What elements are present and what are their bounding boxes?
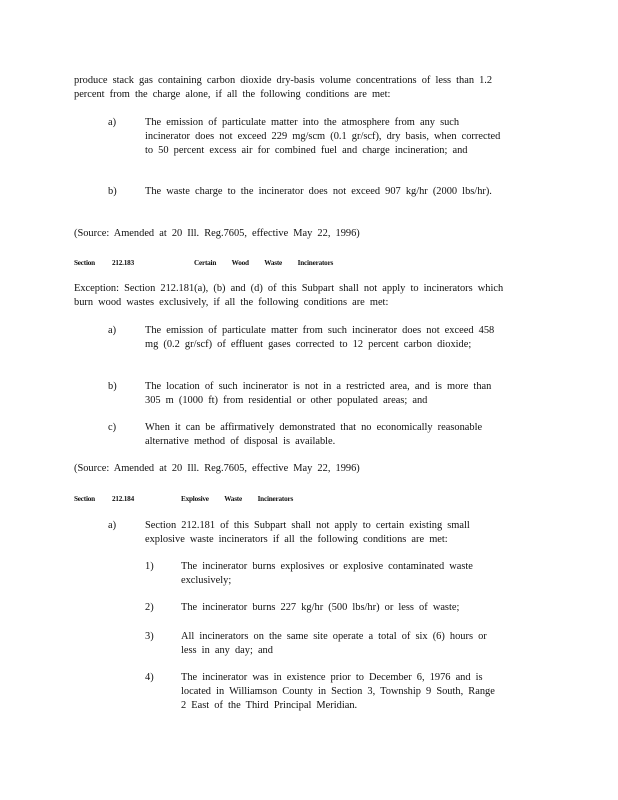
wood-item-b-text: The location of such incinerator is not in a restricted area, and is more than 305 m (1000 ft) from residential or other populated areas; and <box>145 381 492 406</box>
explosive-item-a-text: Section 212.181 of this Subpart shall not apply to certain existing small explosive waste incinerators if all the following conditions are met: <box>145 520 470 545</box>
section-word: Section <box>74 495 95 503</box>
wood-item-c-label: c) <box>108 422 117 433</box>
subitem-2-text: The incinerator burns 227 kg/hr (500 lbs/hr) or less of waste; <box>181 602 460 613</box>
wood-item-a-label: a) <box>108 325 117 336</box>
subitem-1-text: The incinerator burns explosives or explosive contaminated waste exclusively; <box>181 561 473 586</box>
subitem-4-label: 4) <box>145 672 154 683</box>
wood-item-b-label: b) <box>108 381 117 392</box>
intro-item-b-label: b) <box>108 186 117 197</box>
subitem-4-text: The incinerator was in existence prior to December 6, 1976 and is located in Williamson County in Section 3, Township 9 South, Range 2 East of the Third Principal Meridian. <box>181 672 495 711</box>
section-title: Certain Wood Waste Incinerators <box>194 259 334 267</box>
subitem-1-label: 1) <box>145 561 154 572</box>
intro-item-a-text: The emission of particulate matter into the atmosphere from any such incinerator does not exceed 229 mg/scm (0.1 gr/scf), dry basis, when corrected to 50 percent excess air for combined fuel and charge incineration; and <box>145 117 501 156</box>
wood-item-a-text: The emission of particulate matter from such incinerator does not exceed 458 mg (0.2 gr/scf) of effluent gases corrected to 12 percent carbon dioxide; <box>145 325 495 350</box>
source-note-1: (Source: Amended at 20 Ill. Reg.7605, effective May 22, 1996) <box>74 228 360 239</box>
section-number: 212.184 <box>112 495 134 503</box>
explosive-item-a-label: a) <box>108 520 117 531</box>
intro-item-b-text: The waste charge to the incinerator does not exceed 907 kg/hr (2000 lbs/hr). <box>145 186 492 197</box>
wood-item-c-text: When it can be affirmatively demonstrated that no economically reasonable alternative method of disposal is available. <box>145 422 483 447</box>
section-number: 212.183 <box>112 259 134 267</box>
intro-item-a-label: a) <box>108 117 117 128</box>
section-word: Section <box>74 259 95 267</box>
section-title: Explosive Waste Incinerators <box>181 495 294 503</box>
subitem-3-label: 3) <box>145 631 154 642</box>
intro-paragraph: produce stack gas containing carbon dioxide dry-basis volume concentrations of less than 1.2 percent from the charge alone, if all the following conditions are met: <box>74 75 493 100</box>
subitem-2-label: 2) <box>145 602 154 613</box>
source-note-2: (Source: Amended at 20 Ill. Reg.7605, effective May 22, 1996) <box>74 463 360 474</box>
subitem-3-text: All incinerators on the same site operate a total of six (6) hours or less in any day; and <box>181 631 487 656</box>
exception-paragraph: Exception: Section 212.181(a), (b) and (d) of this Subpart shall not apply to incinerators which burn wood wastes exclusively, if all the following conditions are met: <box>74 283 504 308</box>
